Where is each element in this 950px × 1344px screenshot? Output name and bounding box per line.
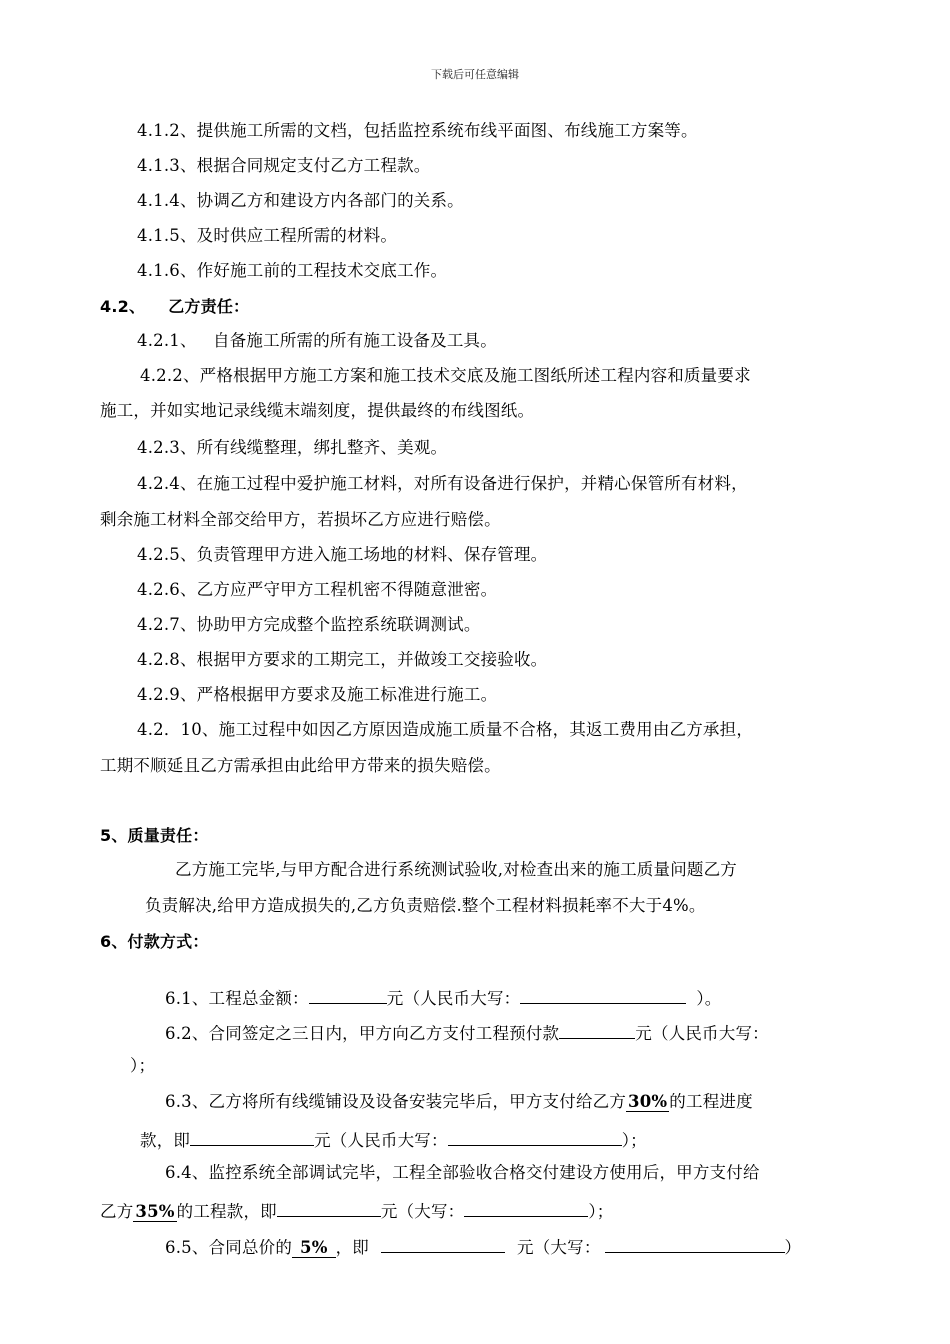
clause-6-4-text-b: 乙方 — [100, 1202, 134, 1221]
clause-6-3-text-e: ）； — [621, 1131, 647, 1150]
page-header: 下载后可任意编辑 — [431, 68, 519, 81]
retention-amount-field[interactable] — [381, 1234, 505, 1253]
acceptance-amount-words-field[interactable] — [464, 1198, 588, 1217]
clause-6-2-text-b: 元（人民币大写： — [635, 1024, 769, 1043]
advance-amount-field[interactable] — [559, 1020, 635, 1039]
clause-6-4: 6.4、监控系统全部调试完毕，工程全部验收合格交付建设方使用后，甲方支付给 — [165, 1163, 760, 1182]
clause-4-2-4: 4.2.4、在施工过程中爱护施工材料，对所有设备进行保护，并精心保管所有材料， — [137, 474, 748, 493]
clause-6-1 — [165, 985, 722, 1010]
clause-6-5-text-c: 元（大写： — [517, 1238, 601, 1257]
clause-6-3-text-b: 的工程进度 — [669, 1092, 753, 1111]
clause-6-1-text-a: 6.1、工程总金额： — [165, 989, 309, 1008]
clause-4-2-10: 4.2．10、施工过程中如因乙方原因造成施工质量不合格，其返工费用由乙方承担， — [137, 720, 754, 739]
clause-4-2-2-cont: 施工，并如实地记录线缆末端刻度，提供最终的布线图纸。 — [100, 401, 535, 420]
section-5-line-2: 负责解决,给甲方造成损失的,乙方负责赔偿.整个工程材料损耗率不大于4%。 — [145, 896, 706, 915]
clause-4-2-2: 4.2.2、严格根据甲方施工方案和施工技术交底及施工图纸所述工程内容和质量要求 — [140, 366, 751, 385]
clause-6-2-cont: ）； — [130, 1056, 156, 1075]
clause-4-2-3: 4.2.3、所有线缆整理，绑扎整齐、美观。 — [137, 438, 448, 457]
clause-6-2 — [165, 1020, 769, 1045]
retention-percent-5: 5% — [292, 1238, 336, 1258]
clause-4-2-6: 4.2.6、乙方应严守甲方工程机密不得随意泄密。 — [137, 580, 498, 599]
progress-amount-words-field[interactable] — [448, 1127, 622, 1146]
clause-6-4-text-c: 的工程款，即 — [176, 1202, 277, 1221]
clause-4-1-4: 4.1.4、协调乙方和建设方内各部门的关系。 — [137, 191, 464, 210]
clause-4-2-7: 4.2.7、协助甲方完成整个监控系统联调测试。 — [137, 615, 481, 634]
clause-6-2-text-a: 6.2、合同签定之三日内，甲方向乙方支付工程预付款 — [165, 1024, 560, 1043]
clause-4-1-6: 4.1.6、作好施工前的工程技术交底工作。 — [137, 261, 448, 280]
clause-6-3-cont — [140, 1127, 647, 1152]
acceptance-amount-field[interactable] — [277, 1198, 381, 1217]
progress-amount-field[interactable] — [190, 1127, 314, 1146]
clause-4-1-5: 4.1.5、及时供应工程所需的材料。 — [137, 226, 398, 245]
total-amount-field[interactable] — [309, 985, 387, 1004]
section-5-heading: 5、质量责任： — [100, 826, 209, 845]
clause-4-2-8: 4.2.8、根据甲方要求的工期完工，并做竣工交接验收。 — [137, 650, 548, 669]
clause-6-3-text-c: 款，即 — [140, 1131, 191, 1150]
clause-6-5-text-b: ，即 — [335, 1238, 370, 1257]
progress-percent-30: 30% — [628, 1092, 668, 1111]
retention-amount-words-field[interactable] — [605, 1234, 785, 1253]
clause-6-1-text-b: 元（人民币大写： — [386, 989, 521, 1008]
clause-4-2-4-cont: 剩余施工材料全部交给甲方，若损坏乙方应进行赔偿。 — [100, 510, 501, 529]
clause-4-1-2: 4.1.2、提供施工所需的文档，包括监控系统布线平面图、布线施工方案等。 — [137, 121, 698, 140]
total-amount-words-field[interactable] — [520, 985, 686, 1004]
clause-4-2-10-cont: 工期不顺延且乙方需承担由此给甲方带来的损失赔偿。 — [100, 756, 501, 775]
clause-6-5-text-a: 6.5、合同总价的 — [165, 1238, 293, 1257]
clause-4-2-1: 4.2.1、 自备施工所需的所有施工设备及工具。 — [137, 331, 497, 350]
clause-6-4-text-d: 元（大写： — [380, 1202, 465, 1221]
clause-6-3-text-d: 元（人民币大写： — [314, 1131, 448, 1150]
clause-6-3-text-a: 6.3、乙方将所有线缆铺设及设备安装完毕后，甲方支付给乙方 — [165, 1092, 627, 1111]
clause-6-5-text-d: ） — [784, 1238, 802, 1257]
section-6-heading: 6、付款方式： — [100, 932, 209, 951]
clause-4-2-9: 4.2.9、严格根据甲方要求及施工标准进行施工。 — [137, 685, 498, 704]
section-5-line-1: 乙方施工完毕,与甲方配合进行系统测试验收,对检查出来的施工质量问题乙方 — [175, 860, 737, 879]
clause-6-5 — [165, 1234, 801, 1259]
payment-percent-35: 35% — [135, 1202, 175, 1221]
section-4-2-heading: 4.2、 乙方责任： — [100, 297, 250, 316]
clause-4-1-3: 4.1.3、根据合同规定支付乙方工程款。 — [137, 156, 431, 175]
clause-4-2-5: 4.2.5、负责管理甲方进入施工场地的材料、保存管理。 — [137, 545, 548, 564]
clause-6-4-cont — [100, 1198, 614, 1223]
clause-6-3 — [165, 1091, 753, 1113]
clause-6-1-text-c: ）。 — [696, 989, 722, 1008]
clause-6-4-text-e: ）； — [588, 1202, 614, 1221]
